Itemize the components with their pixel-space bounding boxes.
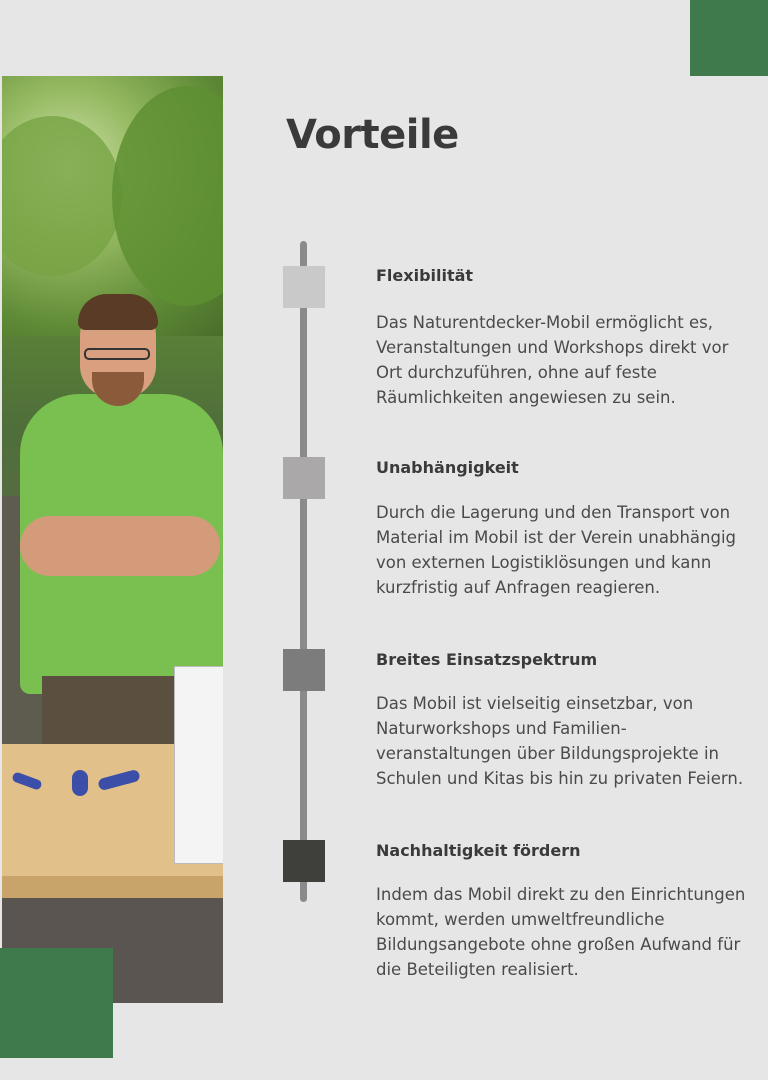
item-text-independence: Durch die Lagerung und den Transport von Material im Mobil ist der Verein unabhängig von externen Logistiklösungen und kann kurzfristig auf Anfragen reagieren. <box>376 503 737 597</box>
timeline-marker-2 <box>283 457 325 499</box>
photo-sign <box>174 666 223 864</box>
item-heading-sustainability: Nachhaltigkeit fördern <box>376 841 581 860</box>
item-heading-scope: Breites Einsatzspektrum <box>376 650 598 669</box>
decorative-corner-bottom <box>0 948 113 1058</box>
timeline-line <box>300 241 307 902</box>
timeline-marker-4 <box>283 840 325 882</box>
page-title: Vorteile <box>286 112 459 158</box>
person-photo <box>2 76 223 1003</box>
item-heading-flexibility: Flexibilität <box>376 266 474 285</box>
photo-tool <box>72 770 88 796</box>
timeline-marker-3 <box>283 649 325 691</box>
item-text-scope: Das Mobil ist vielseitig einsetzbar, von Naturworkshops und Familien-veranstaltungen über Bildungsprojekte in Schulen und Kitas bis hin zu privaten Feiern. <box>376 694 744 788</box>
timeline-marker-1 <box>283 266 325 308</box>
item-text-sustainability: Indem das Mobil direkt zu den Einrichtungen kommt, werden umweltfreundliche Bildungsangebote ohne großen Aufwand für die Beteiligten realisiert. <box>376 885 746 979</box>
decorative-corner-top <box>690 0 768 76</box>
item-heading-independence: Unabhängigkeit <box>376 458 519 477</box>
item-text-flexibility: Das Naturentdecker-Mobil ermöglicht es, Veranstaltungen und Workshops direkt vor Ort durchzuführen, ohne auf feste Räumlichkeiten angewiesen zu sein. <box>376 313 729 407</box>
